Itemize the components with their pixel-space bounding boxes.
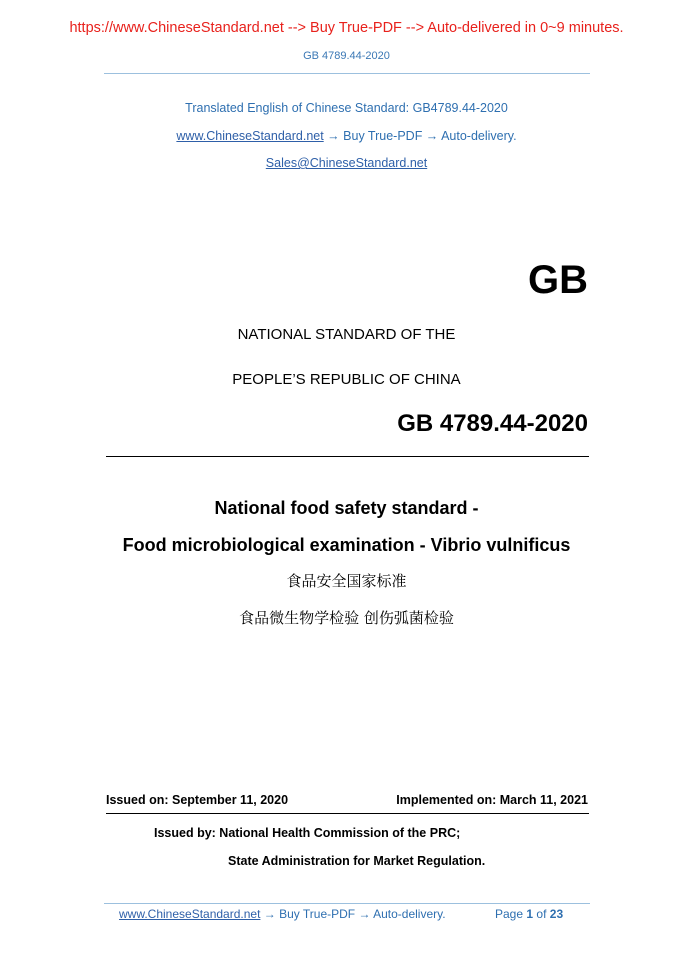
page-of: of [536,907,547,921]
issued-on: Issued on: September 11, 2020 [106,793,289,807]
chinese-title-1: 食品安全国家标准 [286,572,407,590]
standard-code: GB 4789.44-2020 [397,410,588,437]
issue-divider [106,813,589,814]
page-total: 23 [549,907,564,921]
email-link[interactable]: Sales@ChineseStandard.net [265,156,428,170]
header-divider [104,73,590,74]
intro-line: Translated English of Chinese Standard: GB4789.44-2020 [185,101,508,115]
footer-site-link[interactable]: www.ChineseStandard.net [119,907,261,921]
title-line-1: National food safety standard - [214,498,479,518]
chinese-title-2: 食品微生物学检验 创伤弧菌检验 [239,609,454,627]
issued-by-1: Issued by: National Health Commission of the PRC; [154,826,461,840]
implemented-on: Implemented on: March 11, 2021 [396,793,588,807]
gb-mark: GB [528,258,588,302]
page-label: Page [495,907,524,921]
intro-email-line [0,156,693,170]
footer-buy-text: → Buy True-PDF → Auto-delivery. [260,907,446,921]
page-current: 1 [526,907,534,921]
footer-divider [104,903,590,904]
intro-buy-line [0,129,693,143]
title-line-2: Food microbiological examination - Vibrio vulnificus [122,535,571,555]
site-link[interactable]: www.ChineseStandard.net [176,129,324,143]
footer-buy-line [119,907,446,921]
title-divider [106,456,589,457]
top-banner[interactable]: https://www.ChineseStandard.net --> Buy True-PDF --> Auto-delivered in 0~9 minutes. [69,20,624,36]
national-line-2: PEOPLE’S REPUBLIC OF CHINA [232,371,461,388]
buy-text: → Buy True-PDF → Auto-delivery. [323,129,517,143]
header-standard-code: GB 4789.44-2020 [303,50,390,62]
national-line-1: NATIONAL STANDARD OF THE [237,326,456,343]
issued-by-2: State Administration for Market Regulation. [228,854,486,868]
page-indicator [495,907,563,921]
